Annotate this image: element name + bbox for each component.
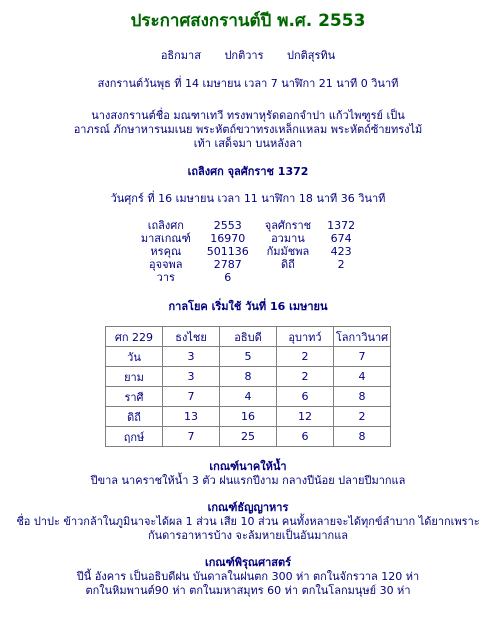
kalayok-header-cell: ศก 229: [106, 327, 163, 347]
table-cell: 8: [220, 367, 277, 387]
kalayok-header-cell: อุบาทว์: [277, 327, 334, 347]
grain-line-1: ชื่อ ปาปะ ข้าวกล้าในภูมินาจะได้ผล 1 ส่วน เสีย 10 ส่วน คนทั้งหลายจะได้ทุกข์ลำบาก ได้ยากเพราะ: [16, 515, 480, 528]
table-cell: ราศี: [106, 387, 163, 407]
stats-cell: อุจจพล: [149, 258, 183, 271]
stats-row: [133, 232, 363, 245]
table-row: [106, 347, 391, 367]
stats-row: [133, 219, 363, 232]
stats-cell: เถลิงศก: [147, 219, 184, 232]
table-row: [106, 407, 391, 427]
kalayok-header-cell: อธิบดี: [220, 327, 277, 347]
stats-cell: 16970: [210, 232, 246, 245]
stats-cell: 1372: [327, 219, 356, 232]
rainfall-line-1: ปีนี้ อังคาร เป็นอธิบดีฝน บันดาลในฝนตก 300 ห่า ตกในจักรวาล 120 ห่า: [76, 570, 420, 583]
table-row: [106, 387, 391, 407]
table-cell: ดิถี: [106, 407, 163, 427]
table-cell: 8: [334, 427, 391, 447]
table-cell: ยาม: [106, 367, 163, 387]
stats-cell: 423: [330, 245, 352, 258]
rain-section-text: ปีขาล นาคราชให้น้ำ 3 ตัว ฝนแรกปีงาม กลางปีน้อย ปลายปีมากแล: [90, 474, 406, 487]
stats-cell: 2787: [213, 258, 242, 271]
table-cell: 12: [277, 407, 334, 427]
stats-cell: ดิถี: [281, 258, 295, 271]
stats-cell: หรคุณ: [150, 245, 182, 258]
stats-cell: อวมาน: [271, 232, 305, 245]
table-cell: 7: [163, 427, 220, 447]
table-cell: 2: [277, 367, 334, 387]
table-cell: 4: [220, 387, 277, 407]
table-row: [106, 367, 391, 387]
kalayok-header-row: [106, 327, 391, 347]
stats-cell: [319, 271, 363, 284]
lady-line-2: อาภรณ์ ภักษาหารนมเนย พระหัตถ์ขวาทรงเหล็กแหลม พระหัตถ์ซ้ายทรงไม้: [73, 123, 423, 136]
grain-section-title: เกณฑ์ธัญญาหาร: [207, 501, 289, 514]
month-type-3: ปกติสุรทิน: [287, 49, 336, 62]
table-cell: 6: [277, 427, 334, 447]
calendar-stats-table: [133, 219, 363, 284]
stats-cell: [257, 271, 319, 284]
month-types: [0, 49, 496, 63]
stats-cell: กัมมัชพล: [266, 245, 310, 258]
kalayok-header-cell: โลกาวินาศ: [334, 327, 391, 347]
table-cell: 4: [334, 367, 391, 387]
stats-cell: 501136: [206, 245, 249, 258]
songkran-lady-description: [0, 109, 496, 151]
rainfall-line-2: ตกในหิมพานต์90 ห่า ตกในมหาสมุทร 60 ห่า ตกในโลกมนุษย์ 30 ห่า: [85, 584, 411, 597]
stats-cell: จุลศักราช: [264, 219, 312, 232]
page-title: ประกาศสงกรานต์ปี พ.ศ. 2553: [130, 11, 366, 31]
chulasakarat-date: วันศุกร์ ที่ 16 เมษายน เวลา 11 นาฬิกา 18 นาที 36 วินาที: [110, 192, 386, 205]
month-type-1: อธิกมาส: [160, 49, 201, 62]
table-cell: 3: [163, 347, 220, 367]
month-type-2: ปกติวาร: [224, 49, 264, 62]
table-cell: 7: [163, 387, 220, 407]
stats-row: [133, 258, 363, 271]
table-row: [106, 427, 391, 447]
table-cell: 7: [334, 347, 391, 367]
stats-cell: 674: [330, 232, 352, 245]
stats-row: [133, 245, 363, 258]
lady-line-1: นางสงกรานต์ชื่อ มณฑาเทวี ทรงพาหุรัดดอกจำปา แก้วไพฑูรย์ เป็น: [91, 109, 405, 122]
songkran-time: สงกรานต์วันพุธ ที่ 14 เมษายน เวลา 7 นาฬิกา 21 นาที 0 วินาที: [97, 77, 399, 90]
stats-cell: 2: [337, 258, 345, 271]
lady-line-3: เท้า เสด็จมา บนหลังลา: [193, 137, 303, 150]
table-cell: 25: [220, 427, 277, 447]
table-cell: ฤกษ์: [106, 427, 163, 447]
grain-line-2: กันดารอาหารบ้าง จะล้มหายเป็นอันมากแล: [147, 529, 349, 542]
kalayok-header-cell: ธงไชย: [163, 327, 220, 347]
table-cell: 16: [220, 407, 277, 427]
stats-cell: วาร: [156, 271, 175, 284]
stats-cell: 6: [224, 271, 232, 284]
table-cell: 3: [163, 367, 220, 387]
stats-row: [133, 271, 363, 284]
stats-cell: มาสเกณฑ์: [140, 232, 191, 245]
kalayok-title: กาลโยค เริ่มใช้ วันที่ 16 เมษายน: [168, 300, 328, 313]
table-cell: 2: [334, 407, 391, 427]
rainfall-section-title: เกณฑ์พิรุณศาสตร์: [204, 556, 292, 569]
kalayok-table: [105, 326, 391, 447]
table-cell: วัน: [106, 347, 163, 367]
rain-section-title: เกณฑ์นาคให้น้ำ: [209, 460, 287, 473]
announcement-page: [0, 10, 496, 598]
table-cell: 2: [277, 347, 334, 367]
table-cell: 8: [334, 387, 391, 407]
chulasakarat-title: เถลิงศก จุลศักราช 1372: [187, 165, 309, 178]
stats-cell: 2553: [213, 219, 242, 232]
table-cell: 5: [220, 347, 277, 367]
table-cell: 6: [277, 387, 334, 407]
table-cell: 13: [163, 407, 220, 427]
